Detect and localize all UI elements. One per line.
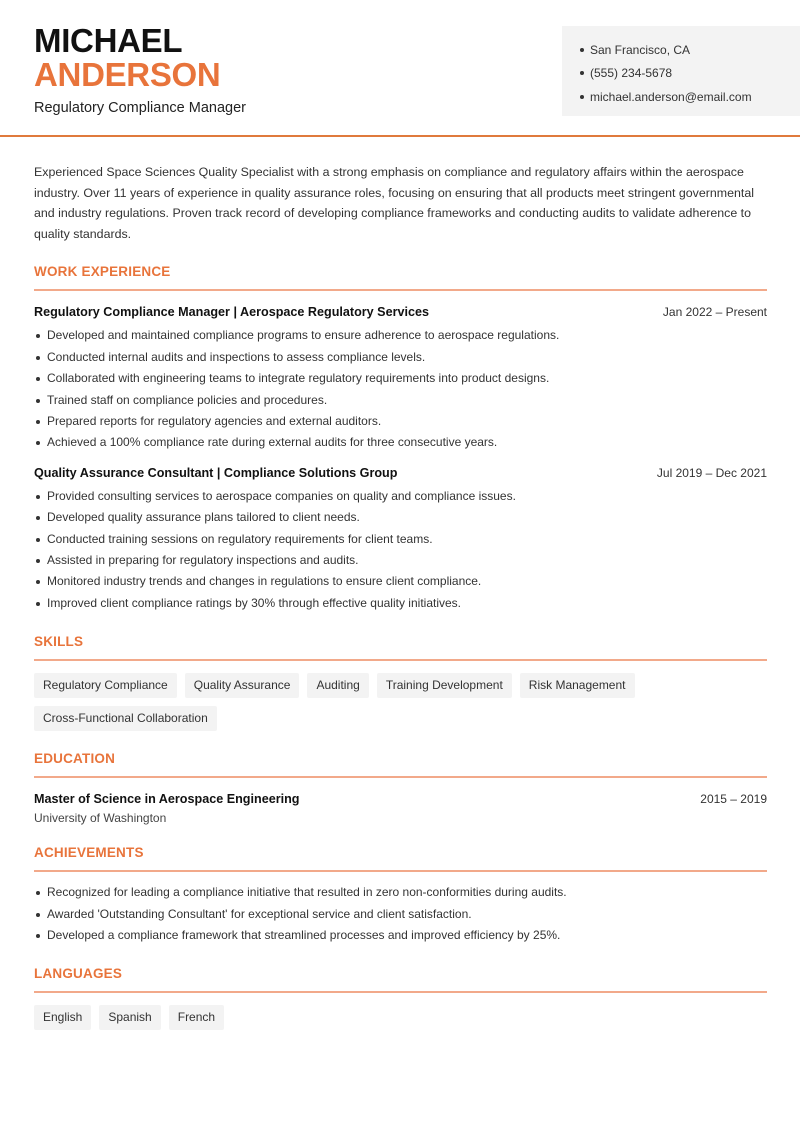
section-title: SKILLS xyxy=(34,634,767,661)
job-title: Regulatory Compliance Manager xyxy=(34,100,246,116)
contact-location xyxy=(580,38,800,62)
achievement-list xyxy=(34,882,767,946)
first-name: MICHAEL xyxy=(34,22,183,59)
summary: Experienced Space Sciences Quality Specialist with a strong emphasis on compliance and regulatory affairs within the aerospace industry. Over 11 years of experience in quality assurance roles, focusing on ensuring that all products meet stringent governmental and industry regulations. Proven track record of developing compliance frameworks and conducting audits to validate adherence to quality standards. xyxy=(34,165,754,241)
list-item: Achieved a 100% compliance rate during external audits for three consecutive years. xyxy=(34,432,767,453)
section-title: WORK EXPERIENCE xyxy=(34,264,767,291)
contact-phone xyxy=(580,62,800,86)
skill-tag: Risk Management xyxy=(520,673,635,698)
list-item: Monitored industry trends and changes in regulations to ensure client compliance. xyxy=(34,571,767,592)
section-skills xyxy=(34,634,767,731)
resume-header xyxy=(0,0,800,137)
skill-tag: Cross-Functional Collaboration xyxy=(34,706,217,731)
education-entry xyxy=(34,792,767,825)
job-dates: Jul 2019 – Dec 2021 xyxy=(656,465,767,480)
education-dates: 2015 – 2019 xyxy=(700,792,767,807)
list-item: Collaborated with engineering teams to integrate regulatory requirements into product designs. xyxy=(34,368,767,389)
list-item: Improved client compliance ratings by 30% through effective quality initiatives. xyxy=(34,593,767,614)
language-tag: English xyxy=(34,1005,91,1030)
section-work-experience xyxy=(34,264,767,614)
resume-body xyxy=(34,162,767,1030)
language-tag: Spanish xyxy=(99,1005,160,1030)
list-item: Conducted training sessions on regulatory requirements for client teams. xyxy=(34,529,767,550)
job-bullets xyxy=(34,486,767,614)
list-item: Assisted in preparing for regulatory inspections and audits. xyxy=(34,550,767,571)
contact-box xyxy=(562,26,800,116)
list-item: Awarded 'Outstanding Consultant' for exceptional service and client satisfaction. xyxy=(34,904,767,925)
contact-email[interactable] xyxy=(580,85,800,109)
list-item: Developed and maintained compliance programs to ensure adherence to aerospace regulations. xyxy=(34,325,767,346)
name-block xyxy=(34,24,246,116)
job-bullets xyxy=(34,325,767,453)
list-item: Trained staff on compliance policies and procedures. xyxy=(34,390,767,411)
skill-tag: Regulatory Compliance xyxy=(34,673,177,698)
skill-tag: Auditing xyxy=(307,673,368,698)
job-dates: Jan 2022 – Present xyxy=(662,305,767,320)
last-name: ANDERSON xyxy=(34,56,221,93)
list-item: Prepared reports for regulatory agencies and external auditors. xyxy=(34,411,767,432)
language-tags xyxy=(34,1005,767,1030)
list-item: Developed a compliance framework that streamlined processes and improved efficiency by 25%. xyxy=(34,925,767,946)
job-role: Quality Assurance Consultant | Compliance Solutions Group xyxy=(34,465,398,480)
job-entry xyxy=(34,305,767,453)
school-name: University of Washington xyxy=(34,811,167,826)
section-title: ACHIEVEMENTS xyxy=(34,845,767,872)
degree: Master of Science in Aerospace Engineering xyxy=(34,792,300,807)
bullet-icon xyxy=(580,48,584,52)
section-title: LANGUAGES xyxy=(34,966,767,993)
skill-tag: Training Development xyxy=(377,673,512,698)
bullet-icon xyxy=(580,95,584,99)
language-tag: French xyxy=(169,1005,224,1030)
job-entry xyxy=(34,466,767,614)
bullet-icon xyxy=(580,71,584,75)
section-achievements xyxy=(34,845,767,946)
section-title: EDUCATION xyxy=(34,751,767,778)
section-languages xyxy=(34,966,767,1030)
contact-email-text[interactable]: michael.anderson@email.com xyxy=(590,89,752,104)
job-role: Regulatory Compliance Manager | Aerospace Regulatory Services xyxy=(34,305,429,320)
contact-location-text: San Francisco, CA xyxy=(590,42,691,57)
skill-tag: Quality Assurance xyxy=(185,673,300,698)
contact-phone-text: (555) 234-5678 xyxy=(590,66,673,81)
list-item: Developed quality assurance plans tailored to client needs. xyxy=(34,507,767,528)
list-item: Provided consulting services to aerospace companies on quality and compliance issues. xyxy=(34,486,767,507)
skill-tags xyxy=(34,673,767,731)
section-education xyxy=(34,751,767,825)
list-item: Recognized for leading a compliance initiative that resulted in zero non-conformities during audits. xyxy=(34,882,767,903)
list-item: Conducted internal audits and inspections to assess compliance levels. xyxy=(34,347,767,368)
